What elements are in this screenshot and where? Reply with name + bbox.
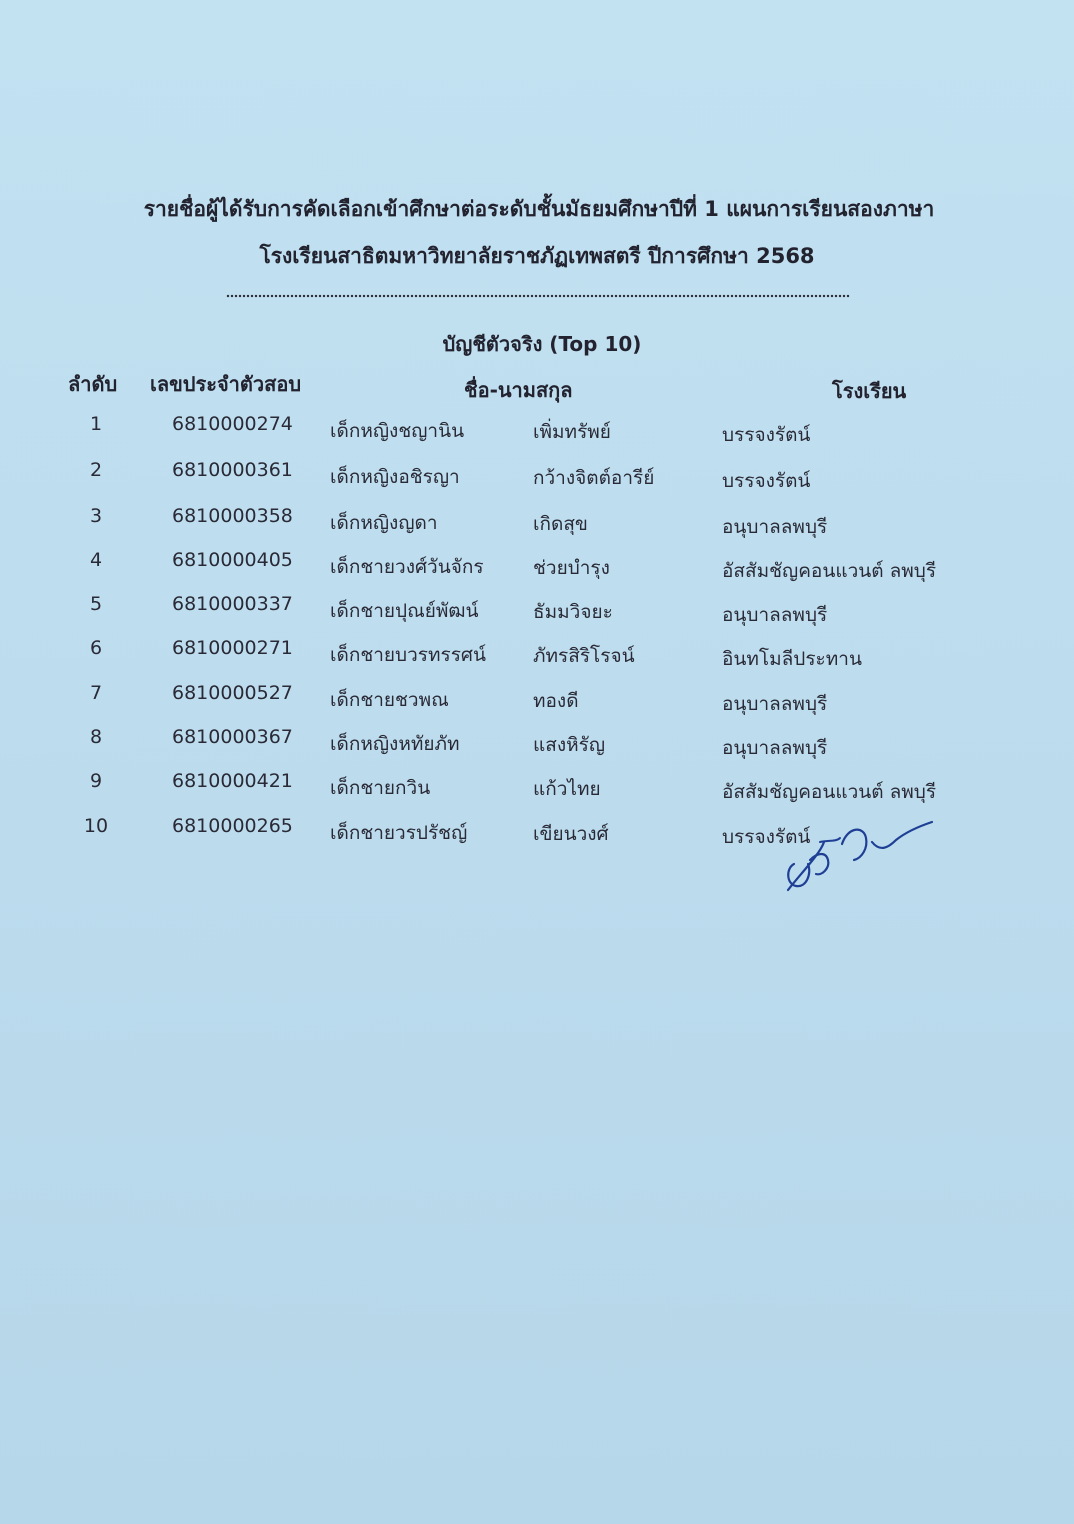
row-last-name: แสงหิรัญ: [533, 734, 606, 756]
row-order: 10: [83, 815, 109, 837]
row-last-name: ธัมมวิจยะ: [533, 601, 613, 623]
row-first-name: เด็กชายชวพณ: [330, 689, 449, 711]
row-exam-id: 6810000274: [172, 413, 293, 435]
row-first-name: เด็กหญิงหทัยภัท: [330, 733, 460, 755]
row-school: อัสสัมชัญคอนแวนต์ ลพบุรี: [722, 560, 937, 582]
row-last-name: เพิ่มทรัพย์: [533, 421, 611, 443]
row-school: อนุบาลลพบุรี: [722, 516, 828, 538]
row-last-name: ช่วยบำรุง: [533, 557, 610, 579]
row-last-name: กว้างจิตต์อารีย์: [533, 467, 655, 489]
row-school: บรรจงรัตน์: [722, 470, 811, 492]
row-exam-id: 6810000337: [172, 593, 293, 615]
row-exam-id: 6810000405: [172, 549, 293, 571]
row-school: อนุบาลลพบุรี: [722, 693, 828, 715]
list-subtitle: บัญชีตัวจริง (Top 10): [442, 332, 642, 356]
row-first-name: เด็กหญิงชญานิน: [330, 420, 465, 442]
row-school: อัสสัมชัญคอนแวนต์ ลพบุรี: [722, 781, 937, 803]
header-order: ลำดับ: [68, 372, 118, 396]
dotted-separator: [226, 294, 850, 298]
row-first-name: เด็กชายบวรทรรศน์: [330, 644, 486, 666]
row-order: 5: [89, 593, 103, 615]
row-exam-id: 6810000361: [172, 459, 293, 481]
row-last-name: ทองดี: [533, 690, 579, 712]
row-first-name: เด็กชายวงศ์วันจักร: [330, 556, 484, 578]
row-school: อนุบาลลพบุรี: [722, 604, 828, 626]
row-exam-id: 6810000358: [172, 505, 293, 527]
row-exam-id: 6810000265: [172, 815, 293, 837]
row-order: 7: [89, 682, 103, 704]
row-order: 1: [89, 413, 103, 435]
row-order: 4: [89, 549, 103, 571]
row-order: 8: [89, 726, 103, 748]
header-school: โรงเรียน: [832, 379, 907, 403]
header-exam-id: เลขประจำตัวสอบ: [150, 372, 302, 396]
row-order: 6: [89, 637, 103, 659]
row-exam-id: 6810000271: [172, 637, 293, 659]
row-exam-id: 6810000367: [172, 726, 293, 748]
row-last-name: เขียนวงศ์: [533, 823, 609, 845]
row-school: บรรจงรัตน์: [722, 826, 811, 848]
row-first-name: เด็กหญิงอชิรญา: [330, 466, 460, 488]
row-school: บรรจงรัตน์: [722, 424, 811, 446]
row-last-name: แก้วไทย: [533, 778, 601, 800]
signature-image: [780, 812, 940, 898]
row-exam-id: 6810000527: [172, 682, 293, 704]
row-last-name: เกิดสุข: [533, 513, 588, 535]
row-exam-id: 6810000421: [172, 770, 293, 792]
document-title-line1: รายชื่อผู้ได้รับการคัดเลือกเข้าศึกษาต่อระดับชั้นมัธยมศึกษาปีที่ 1 แผนการเรียนสองภาษา: [143, 197, 935, 221]
row-school: อินทโมลีประทาน: [722, 648, 862, 670]
row-last-name: ภัทรสิริโรจน์: [533, 645, 635, 667]
row-first-name: เด็กชายปุณย์พัฒน์: [330, 600, 479, 622]
document-title-line2: โรงเรียนสาธิตมหาวิทยาลัยราชภัฏเทพสตรี ปีการศึกษา 2568: [259, 244, 815, 268]
row-order: 2: [89, 459, 103, 481]
row-first-name: เด็กชายวรปรัชญ์: [330, 822, 468, 844]
row-order: 9: [89, 770, 103, 792]
row-first-name: เด็กชายกวิน: [330, 777, 431, 799]
row-order: 3: [89, 505, 103, 527]
header-name: ชื่อ-นามสกุล: [464, 378, 573, 402]
row-first-name: เด็กหญิงญดา: [330, 512, 438, 534]
row-school: อนุบาลลพบุรี: [722, 737, 828, 759]
